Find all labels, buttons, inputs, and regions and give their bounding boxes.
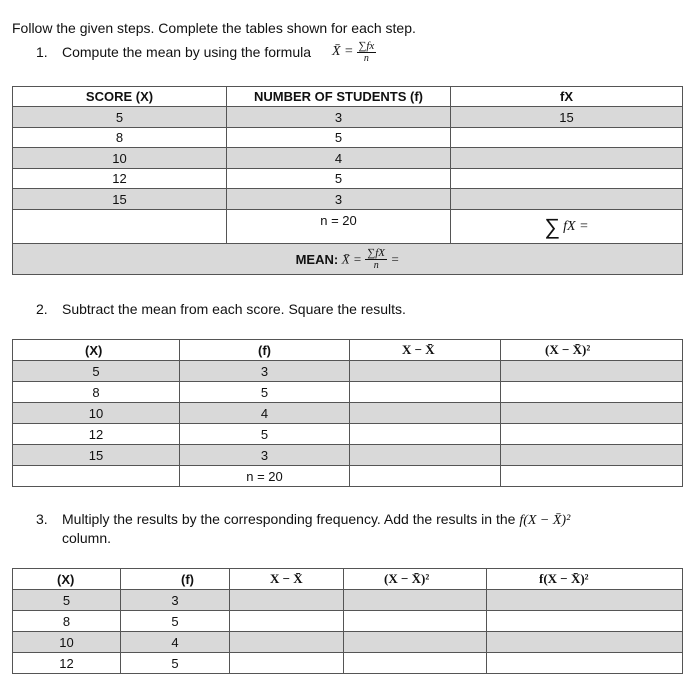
step1-cell-fx[interactable] [451, 148, 683, 169]
step1-sum-cell[interactable] [451, 210, 683, 244]
step3-text: Multiply the results by the corresponding frequency. Add the results in the [62, 511, 516, 527]
step1-mean-cell[interactable] [13, 244, 683, 275]
step3-header-x: (X) [13, 569, 121, 590]
table-row [13, 169, 683, 189]
table-row [13, 148, 683, 169]
step1-mean-label: MEAN: [295, 251, 339, 267]
table-row [13, 424, 683, 445]
step1-mean-denominator: n [373, 259, 379, 271]
sum-icon: ∑ [544, 213, 561, 239]
table-row [13, 128, 683, 148]
step2-header-deviation: X − X̄ [350, 340, 501, 361]
step2-cell-f: 3 [180, 445, 350, 466]
step3-cell-x: 5 [13, 590, 121, 611]
step2-cell-squared[interactable] [501, 382, 683, 403]
table-row [13, 382, 683, 403]
step2-cell-deviation[interactable] [350, 382, 501, 403]
step1-header-fx: fX [451, 87, 683, 107]
step3-cell-x: 8 [13, 611, 121, 632]
instructions-text: Follow the given steps. Complete the tables shown for each step. [12, 20, 416, 36]
step3-cell-f: 4 [121, 632, 230, 653]
step1-header-students: NUMBER OF STUDENTS (f) [227, 87, 451, 107]
step1-formula-lhs: X̄ = [332, 44, 354, 59]
step1-cell-fx[interactable] [451, 169, 683, 189]
table-row [13, 361, 683, 382]
step1-number: 1. [36, 44, 48, 60]
step1-cell-f: 3 [227, 107, 451, 128]
step3-cell-squared[interactable] [344, 590, 487, 611]
step2-cell-x: 12 [13, 424, 180, 445]
step3-table [12, 568, 683, 674]
step2-cell-deviation[interactable] [350, 445, 501, 466]
step3-cell-deviation[interactable] [230, 653, 344, 674]
step2-cell-x: 5 [13, 361, 180, 382]
step2-cell-f: 5 [180, 382, 350, 403]
step2-total-row [13, 466, 683, 487]
step1-mean-row [13, 244, 683, 275]
table-row [13, 653, 683, 674]
step2-total-squared [501, 466, 683, 487]
step1-formula-denominator: n [363, 52, 369, 64]
step2-cell-f: 3 [180, 361, 350, 382]
step1-header-row [13, 87, 683, 107]
step2-cell-x: 15 [13, 445, 180, 466]
step1-mean-lhs: X̄ = [341, 251, 362, 266]
step2-table [12, 339, 683, 487]
step3-cell-squared[interactable] [344, 611, 487, 632]
step3-cell-f: 5 [121, 611, 230, 632]
step3-header-deviation: X − X̄ [230, 569, 344, 590]
step2-cell-squared[interactable] [501, 445, 683, 466]
step3-text-line2: column. [62, 530, 112, 546]
step3-cell-f: 3 [121, 590, 230, 611]
step3-header-squared: (X − X̄)² [344, 569, 487, 590]
step2-number: 2. [36, 301, 48, 317]
step1-cell-f: 3 [227, 189, 451, 210]
step1-formula-numerator: ∑fx [358, 39, 375, 52]
step2-total-deviation [350, 466, 501, 487]
table-row [13, 611, 683, 632]
step3-header-weighted: f(X − X̄)² [487, 569, 683, 590]
step2-cell-deviation[interactable] [350, 403, 501, 424]
step3-cell-deviation[interactable] [230, 611, 344, 632]
step3-cell-weighted[interactable] [487, 653, 683, 674]
step1-cell-f: 5 [227, 128, 451, 148]
step3-cell-deviation[interactable] [230, 632, 344, 653]
step1-n-label: n = 20 [227, 210, 451, 244]
table-row [13, 107, 683, 128]
table-row [13, 189, 683, 210]
step1-text: Compute the mean by using the formula [62, 44, 312, 60]
step1-mean-equals: = [390, 251, 400, 266]
step1-total-empty [13, 210, 227, 244]
step1-table [12, 86, 683, 275]
step1-cell-x: 15 [13, 189, 227, 210]
step2-n-label: n = 20 [180, 466, 350, 487]
step2-cell-f: 4 [180, 403, 350, 424]
step1-cell-x: 5 [13, 107, 227, 128]
step3-cell-x: 12 [13, 653, 121, 674]
step1-cell-x: 10 [13, 148, 227, 169]
step3-cell-weighted[interactable] [487, 590, 683, 611]
step3-cell-weighted[interactable] [487, 632, 683, 653]
step1-sum-label: fX = [563, 218, 589, 234]
step2-total-empty [13, 466, 180, 487]
step1-total-row [13, 210, 683, 244]
table-row [13, 445, 683, 466]
step2-cell-squared[interactable] [501, 361, 683, 382]
table-row [13, 590, 683, 611]
step1-cell-x: 12 [13, 169, 227, 189]
step1-formula-fraction [357, 41, 377, 64]
step3-text-formula: f(X − X̄)² [519, 513, 571, 528]
step1-cell-f: 5 [227, 169, 451, 189]
table-row [13, 632, 683, 653]
step2-header-squared: (X − X̄)² [501, 340, 683, 361]
step1-mean-fraction [365, 248, 387, 271]
step1-cell-fx[interactable] [451, 128, 683, 148]
table-row [13, 403, 683, 424]
step2-cell-x: 8 [13, 382, 180, 403]
step1-mean-numerator: ∑fX [367, 246, 386, 259]
step2-cell-f: 5 [180, 424, 350, 445]
step1-cell-x: 8 [13, 128, 227, 148]
step3-header-row [13, 569, 683, 590]
step2-header-f: (f) [180, 340, 350, 361]
step3-header-f: (f) [121, 569, 230, 590]
step2-cell-squared[interactable] [501, 403, 683, 424]
step3-cell-x: 10 [13, 632, 121, 653]
step2-cell-squared[interactable] [501, 424, 683, 445]
step1-cell-fx[interactable]: 15 [451, 107, 683, 128]
step1-cell-f: 4 [227, 148, 451, 169]
step2-cell-x: 10 [13, 403, 180, 424]
step3-number: 3. [36, 511, 48, 527]
step2-header-row [13, 340, 683, 361]
step2-header-x: (X) [13, 340, 180, 361]
step3-cell-squared[interactable] [344, 653, 487, 674]
step2-text: Subtract the mean from each score. Square the results. [62, 301, 406, 317]
step3-cell-weighted[interactable] [487, 611, 683, 632]
step2-cell-deviation[interactable] [350, 424, 501, 445]
step3-cell-squared[interactable] [344, 632, 487, 653]
step1-cell-fx[interactable] [451, 189, 683, 210]
step1-formula [332, 36, 376, 68]
step3-cell-deviation[interactable] [230, 590, 344, 611]
step2-cell-deviation[interactable] [350, 361, 501, 382]
step3-cell-f: 5 [121, 653, 230, 674]
step3-text-line1 [62, 510, 570, 530]
step1-header-score: SCORE (X) [13, 87, 227, 107]
